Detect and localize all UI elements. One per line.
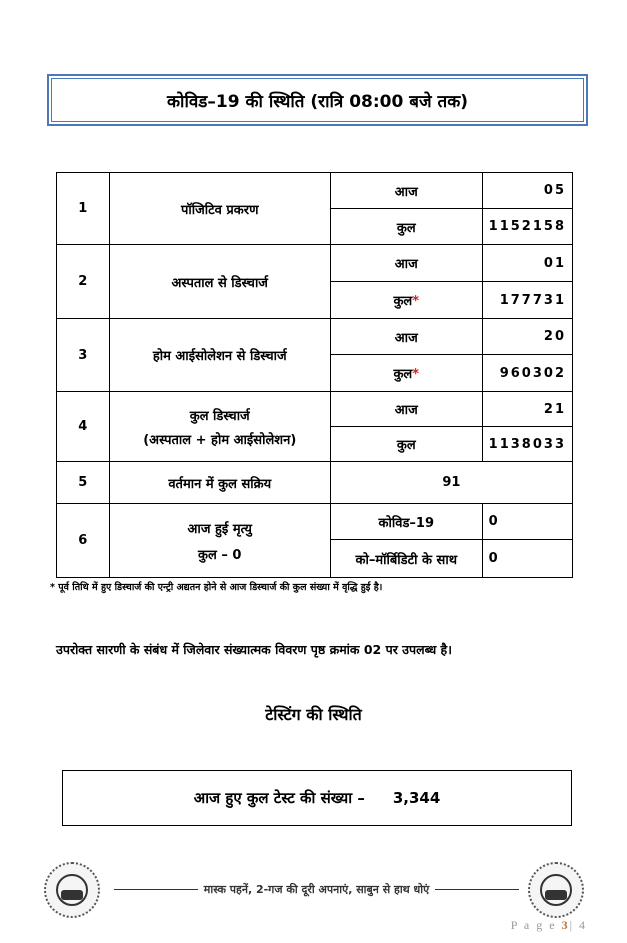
comorbidity-label: को–मॉर्बिडिटी के साथ	[330, 540, 482, 578]
footer-slogan	[114, 882, 519, 897]
masked-face-icon	[44, 862, 100, 918]
test-count-label: आज हुए कुल टेस्ट की संख्या –	[193, 789, 365, 807]
arrow-left-icon	[114, 889, 198, 891]
row-description-line1: आज हुई मृत्यु	[187, 521, 252, 537]
row-description	[109, 392, 330, 462]
today-value: 20	[482, 319, 572, 355]
row-number: 4	[57, 392, 110, 462]
footer-slogan-text: मास्क पहनें, 2-गज की दूरी अपनाएं, साबुन से हाथ धोएं	[203, 883, 430, 896]
reference-note: उपरोक्त सारणी के संबंध में जिलेवार संख्यात्मक विवरण पृष्ठ क्रमांक 02 पर उपलब्ध है।	[56, 642, 452, 657]
footnote: * पूर्व तिथि में हुए डिस्चार्ज की एन्ट्री अद्यतन होने से आज डिस्चार्ज की कुल संख्या में वृद्धि हुई है।	[50, 582, 383, 593]
testing-heading: टेस्टिंग की स्थिति	[265, 705, 362, 724]
row-description-line2: कुल – 0	[198, 547, 242, 563]
covid-status-table	[56, 172, 573, 578]
row-description	[109, 504, 330, 578]
asterisk-mark: *	[412, 294, 420, 309]
row-description: पॉजिटिव प्रकरण	[109, 173, 330, 245]
arrow-right-icon	[435, 889, 519, 891]
total-value: 177731	[482, 282, 572, 319]
row-description: अस्पताल से डिस्चार्ज	[109, 245, 330, 319]
today-label: आज	[330, 245, 482, 282]
today-label: आज	[330, 173, 482, 209]
page-number: P a g e 3| 4	[510, 918, 587, 932]
page-title: कोविड–19 की स्थिति (रात्रि 08:00 बजे तक)	[47, 74, 588, 126]
covid-label: कोविड–19	[330, 504, 482, 540]
comorbidity-deaths-value: 0	[482, 540, 572, 578]
row-description: वर्तमान में कुल सक्रिय	[109, 462, 330, 504]
today-label: आज	[330, 392, 482, 427]
table-row	[57, 245, 573, 282]
total-value: 1152158	[482, 209, 572, 245]
footer-banner	[44, 860, 590, 920]
total-label: कुल*	[330, 355, 482, 392]
row-number: 3	[57, 319, 110, 392]
table-row	[57, 392, 573, 427]
masked-face-icon	[528, 862, 584, 918]
table-row	[57, 504, 573, 540]
table-row	[57, 462, 573, 504]
total-value: 960302	[482, 355, 572, 392]
today-label: आज	[330, 319, 482, 355]
row-number: 5	[57, 462, 110, 504]
test-count-box	[62, 770, 572, 826]
covid-deaths-value: 0	[482, 504, 572, 540]
row-description: होम आईसोलेशन से डिस्चार्ज	[109, 319, 330, 392]
today-value: 05	[482, 173, 572, 209]
row-description-line2: (अस्पताल + होम आईसोलेशन)	[143, 432, 297, 448]
total-label: कुल*	[330, 282, 482, 319]
table-row	[57, 173, 573, 209]
total-label: कुल	[330, 427, 482, 462]
total-label: कुल	[330, 209, 482, 245]
row-number: 2	[57, 245, 110, 319]
today-value: 01	[482, 245, 572, 282]
asterisk-mark: *	[412, 367, 420, 382]
row-number: 6	[57, 504, 110, 578]
row-number: 1	[57, 173, 110, 245]
table-row	[57, 319, 573, 355]
active-value: 91	[330, 462, 572, 504]
total-value: 1138033	[482, 427, 572, 462]
today-value: 21	[482, 392, 572, 427]
row-description-line1: कुल डिस्चार्ज	[189, 408, 250, 424]
test-count-value: 3,344	[392, 789, 441, 807]
